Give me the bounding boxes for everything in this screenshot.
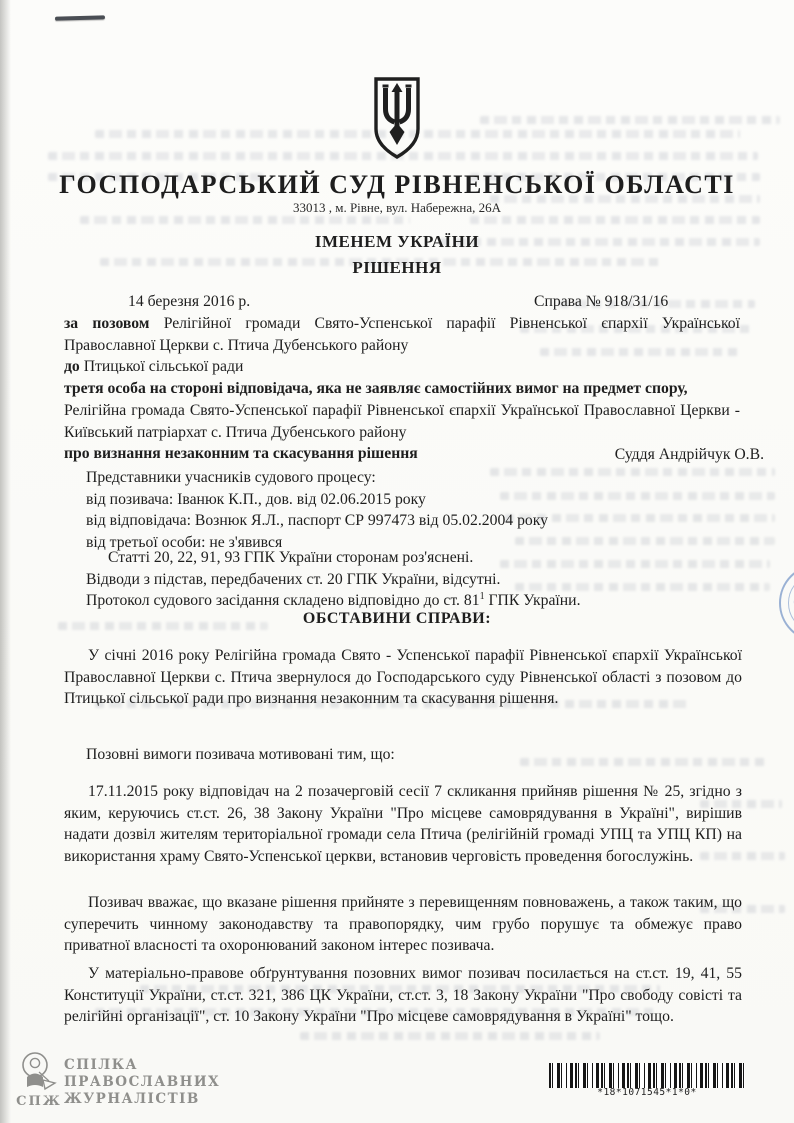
third-party-text-line: Релігійна громада Свято-Успенської парафії Рівненської єпархії Української Православної Церкви - Київський патріархат с. Птича Дубенського району [64,401,740,441]
court-name: ГОСПОДАРСЬКИЙ СУД РІВНЕНСЬКОЇ ОБЛАСТІ [59,170,735,199]
article-superscript: 1 [479,591,485,603]
procedural-line-articles: Статті 20, 22, 91, 93 ГПК України сторонам роз'яснені. [108,549,474,566]
court-stamp [779,564,794,642]
plaintiff-line [64,313,740,356]
registration-barcode [549,1063,745,1088]
barcode-caption: *18*1071545*1*0* [597,1087,697,1098]
watermark-text: СПІЛКА ПРАВОСЛАВНИХ ЖУРНАЛІСТІВ [64,1057,221,1107]
facts-paragraph-5: У матеріально-правове обґрунтування позовних вимог позивач посилається на ст.ст. 19, 41, 55 Конституції України, ст.ст. 321, 386 ЦК України, ст.ст. 3, 18 Закону України "Про свободу совісті та релігійні організації", ст. 10 Закону України "Про місцеве самоврядування в Україні" тощо. [64,965,742,1026]
participant-defendant: від відповідача: Вознюк Я.Л., паспорт СР 997473 від 05.02.2004 року [86,512,549,530]
participants-block [86,467,548,554]
case-number: Справа № 918/31/16 [534,293,669,310]
scan-edge-shadow [0,0,11,1123]
participant-third-party: від третьої особи: не з'явився [86,534,283,552]
plaintiff-label: за позовом [64,315,150,332]
bleedthrough-artifact [300,1032,600,1040]
tryzub-emblem-icon [368,76,426,167]
procedural-line-recusals: Відводи з підстав, передбачених ст. 20 ГПК України, відсутні. [86,570,501,588]
procedural-block [86,547,581,612]
defendant-text: Птицької сільської ради [79,358,244,376]
decision-date: 14 березня 2016 р. [128,293,251,310]
court-address: 33013 , м. Рівне, вул. Набережна, 26А [292,200,502,215]
participants-heading: Представники учасників судового процесу: [86,469,376,486]
bleedthrough-artifact [80,216,410,224]
court-stamp-inner-ring [788,573,794,633]
case-header [64,313,740,465]
facts-paragraph-2: Позовні вимоги позивача мотивовані тим, що: [86,746,395,763]
case-subject-line: про визнання незаконним та скасування рішення [64,445,418,463]
procedural-line-protocol: Протокол судового засідання складено відповідно до ст. 81$^1$ ГПК України. [86,591,581,610]
defendant-line [64,356,740,378]
in-the-name-of-ukraine: ІМЕНЕМ УКРАЇНИ [314,232,480,251]
bleedthrough-artifact [515,537,775,545]
staple-mark [55,15,105,20]
defendant-label: до [64,358,80,376]
watermark-abbreviation: СПЖ [16,1094,62,1109]
third-party-label-line: третя особа на стороні відповідача, яка не заявляє самостійних вимог на предмет спору, [64,380,688,398]
participant-plaintiff: від позивача: Іванюк К.П., дов. від 02.06.2015 року [86,490,426,508]
judge-line: Суддя Андрійчук О.В. [614,446,764,463]
facts-paragraph-4: Позивач вважає, що вказане рішення прийняте з перевищенням повноважень, а також таким, що суперечить чинному законодавству та правопорядку, чим грубо порушує та обмежує право приватної власності та охоронюваний законом інтерес позивача. [64,894,742,955]
facts-paragraph-3: 17.11.2015 року відповідач на 2 позачерговій сесії 7 скликання прийняв рішення № 25, згідно з яким, керуючись ст.ст. 26, 38 Закону України "Про місцеве самоврядування в Україні", вирішив надати дозвіл жителям територіальної громади села Птича (релігійній громаді УПЦ та УПЦ КП) на використання храму Свято-Успенської церкви, встановив черговість проведення богослужінь. [64,783,742,866]
facts-heading: ОБСТАВИНИ СПРАВИ: [302,610,492,627]
facts-paragraph-1: У січні 2016 року Релігійна громада Свято - Успенської парафії Рівненської єпархії Української Православної Церкви с. Птича звернулося до Господарського суду Рівненської області з позовом до Птицької сільської ради про визнання незаконним та скасування рішення. [64,647,742,708]
bleedthrough-artifact [470,216,760,224]
bleedthrough-artifact [480,116,780,124]
document-type-title: РІШЕННЯ [352,258,442,277]
plaintiff-text: Релігійної громади Свято-Успенської парафії Рівненської єпархії Української Православної Церкви с. Птича Дубенського району [64,315,740,354]
